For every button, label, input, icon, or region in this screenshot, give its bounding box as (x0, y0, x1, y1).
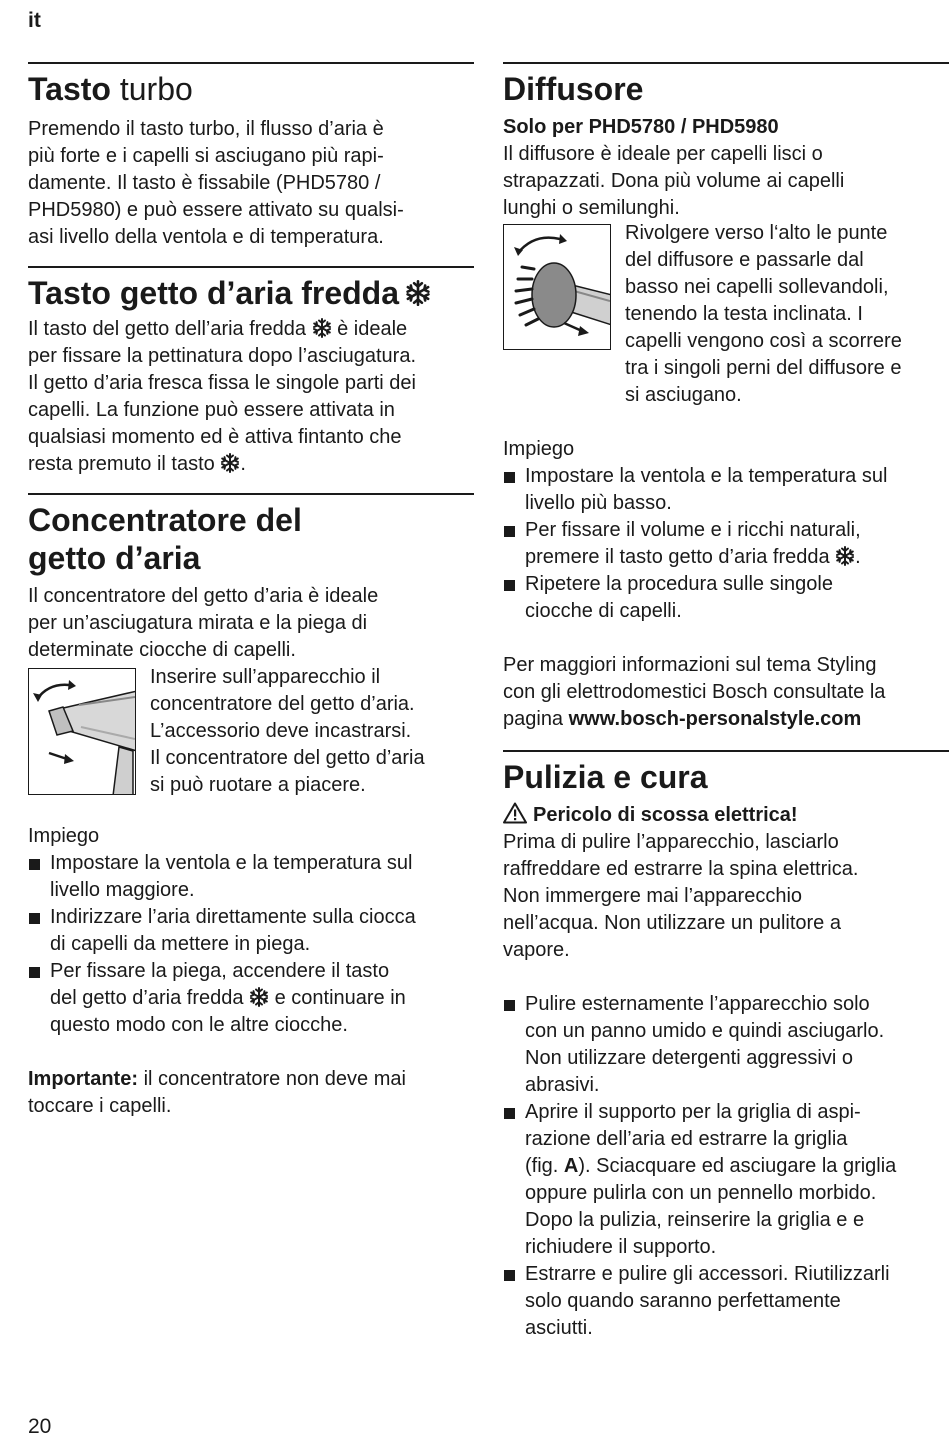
snowflake-icon (312, 318, 332, 338)
hairdryer-concentrator-illustration (29, 669, 136, 795)
concentrator-figure-text (150, 664, 425, 799)
section-divider (503, 750, 949, 752)
text-line: razione dell’aria ed estrarre la griglia (525, 1128, 848, 1150)
text-line: nell’acqua. Non utilizzare un pulitore a (503, 912, 841, 934)
website-link[interactable]: www.bosch-personalstyle.com (568, 708, 862, 730)
diffuser-figure-text (625, 220, 902, 409)
list-item (503, 463, 949, 517)
bullet-icon (504, 580, 515, 591)
list-item (503, 517, 949, 571)
language-code: it (28, 9, 41, 32)
bullet-icon (504, 526, 515, 537)
text-line: richiudere il supporto. (525, 1236, 717, 1258)
concentrator-figure (28, 668, 136, 795)
text-line: Aprire il supporto per la griglia di aspi- (525, 1101, 861, 1123)
turbo-heading (28, 70, 474, 108)
section-divider (28, 493, 474, 495)
text-line: Per fissare il volume e i ricchi naturali, (525, 519, 861, 541)
hairdryer-diffuser-illustration (504, 225, 611, 350)
text-line: toccare i capelli. (28, 1095, 172, 1117)
text-line: Non utilizzare detergenti aggressivi o (525, 1047, 853, 1069)
text-line: di capelli da mettere in piega. (50, 933, 311, 955)
usage-heading: Impiego (503, 438, 575, 460)
section-divider (28, 62, 474, 64)
concentrator-heading (28, 501, 474, 577)
text-span: del getto d’aria fredda (50, 987, 244, 1009)
turbo-heading-light: turbo (119, 71, 193, 107)
text-line: Il concentratore del getto d’aria (150, 747, 425, 769)
text-line: tra i singoli perni del diffusore e (625, 357, 902, 379)
text-line: tenendo la testa inclinata. I (625, 303, 863, 325)
bullet-icon (504, 472, 515, 483)
cold-shot-text (28, 316, 474, 478)
more-info (503, 652, 949, 733)
section-divider (28, 266, 474, 268)
text-span: è ideale (337, 318, 408, 340)
left-column (28, 62, 474, 1120)
bullet-icon (504, 1000, 515, 1011)
text-span: Il tasto del getto dell’aria fredda (28, 318, 306, 340)
cold-shot-heading-text: Tasto getto d’aria fredda (28, 275, 400, 311)
text-line: strapazzati. Dona più volume ai capelli (503, 170, 845, 192)
list-item (503, 1261, 949, 1342)
text-line: Premendo il tasto turbo, il flusso d’aria è (28, 118, 384, 140)
list-item (503, 571, 949, 625)
text-line: L’accessorio deve incastrarsi. (150, 720, 412, 742)
diffuser-figure-block (503, 222, 949, 412)
turbo-heading-bold: Tasto (28, 71, 111, 107)
snowflake-icon (249, 987, 269, 1007)
bullet-icon (504, 1270, 515, 1281)
text-line: Impostare la ventola e la temperatura sul (50, 852, 413, 874)
text-span: e continuare in (274, 987, 406, 1009)
text-line: oppure pulirla con un pennello morbido. (525, 1182, 877, 1204)
warning-title (503, 802, 949, 829)
text-line: raffreddare ed estrarre la spina elettrica. (503, 858, 859, 880)
diffuser-subtitle: Solo per PHD5780 / PHD5980 (503, 116, 779, 138)
text-line: concentratore del getto d’aria. (150, 693, 415, 715)
text-line: Il getto d’aria fresca fissa le singole parti dei (28, 372, 416, 394)
figure-reference: A (563, 1155, 579, 1177)
text-line: Il diffusore è ideale per capelli lisci o (503, 143, 823, 165)
text-line (50, 985, 474, 1012)
text-line (28, 1066, 474, 1093)
text-span: . (855, 546, 861, 568)
text-line: abrasivi. (525, 1074, 600, 1096)
text-line: livello maggiore. (50, 879, 195, 901)
snowflake-icon (405, 280, 431, 306)
cold-shot-heading (28, 274, 474, 312)
text-line: capelli vengono così a scorrere (625, 330, 902, 352)
diffuser-usage-list (503, 463, 949, 625)
text-line: del diffusore e passarle dal (625, 249, 864, 271)
text-line: Prima di pulire l’apparecchio, lasciarlo (503, 831, 839, 853)
concentrator-heading-line: Concentratore del (28, 502, 302, 538)
usage-heading: Impiego (28, 825, 100, 847)
text-line: si asciugano. (625, 384, 742, 406)
text-line: capelli. La funzione può essere attivata in (28, 399, 395, 421)
text-line: Per fissare la piega, accendere il tasto (50, 960, 390, 982)
list-item (28, 850, 474, 904)
text-line: PHD5980) e può essere attivato su qualsi- (28, 199, 404, 221)
text-line (28, 316, 474, 343)
text-line: Dopo la pulizia, reinserire la griglia e e (525, 1209, 865, 1231)
text-span: resta premuto il tasto (28, 453, 215, 475)
text-line: vapore. (503, 939, 570, 961)
text-line: Ripetere la procedura sulle singole (525, 573, 833, 595)
text-span: ). Sciacquare ed asciugare la griglia (578, 1155, 897, 1177)
text-line: qualsiasi momento ed è attiva fintanto che (28, 426, 402, 448)
text-span: (fig. (525, 1155, 559, 1177)
text-line: per fissare la pettinatura dopo l’asciugatura. (28, 345, 417, 367)
concentrator-intro (28, 583, 474, 664)
right-column (503, 62, 949, 1342)
page-number: 20 (28, 1415, 52, 1438)
text-line: asciutti. (525, 1317, 593, 1339)
list-item (503, 991, 949, 1099)
text-line: con gli elettrodomestici Bosch consultate la (503, 681, 886, 703)
text-line: più forte e i capelli si asciugano più rapi- (28, 145, 384, 167)
cleaning-heading: Pulizia e cura (503, 759, 708, 795)
text-span: premere il tasto getto d’aria fredda (525, 546, 830, 568)
turbo-text (28, 116, 474, 251)
text-line: determinate ciocche di capelli. (28, 639, 296, 661)
text-line: asi livello della ventola e di temperatura. (28, 226, 384, 248)
bullet-icon (29, 859, 40, 870)
text-line: livello più basso. (525, 492, 672, 514)
text-line: Non immergere mai l’apparecchio (503, 885, 803, 907)
text-span: il concentratore non deve mai (143, 1068, 406, 1090)
text-span: pagina (503, 708, 564, 730)
text-line: damente. Il tasto è fissabile (PHD5780 / (28, 172, 381, 194)
text-line: Impostare la ventola e la temperatura sul (525, 465, 888, 487)
text-line: si può ruotare a piacere. (150, 774, 366, 796)
important-note (28, 1066, 474, 1120)
section-divider (503, 62, 949, 64)
bullet-icon (29, 913, 40, 924)
list-item (503, 1099, 949, 1261)
diffuser-heading: Diffusore (503, 71, 644, 107)
text-line: questo modo con le altre ciocche. (50, 1014, 348, 1036)
list-item (28, 904, 474, 958)
text-span: . (240, 453, 246, 475)
text-line (525, 544, 949, 571)
snowflake-icon (220, 453, 240, 473)
text-line: Per maggiori informazioni sul tema Styling (503, 654, 877, 676)
text-line: Inserire sull’apparecchio il (150, 666, 381, 688)
concentrator-figure-block (28, 664, 474, 799)
cleaning-warning (503, 802, 949, 964)
bullet-icon (504, 1108, 515, 1119)
text-line (28, 451, 474, 478)
text-line: ciocche di capelli. (525, 600, 682, 622)
text-line: con un panno umido e quindi asciugarlo. (525, 1020, 885, 1042)
text-line: basso nei capelli sollevandoli, (625, 276, 889, 298)
warning-label: Pericolo di scossa elettrica! (533, 804, 798, 826)
text-line: Estrarre e pulire gli accessori. Riutilizzarli (525, 1263, 890, 1285)
text-line (503, 706, 949, 733)
diffuser-intro (503, 114, 949, 222)
text-line: Pulire esternamente l’apparecchio solo (525, 993, 870, 1015)
important-label: Importante: (28, 1068, 138, 1090)
snowflake-icon (835, 546, 855, 566)
text-line: Rivolgere verso l‘alto le punte (625, 222, 888, 244)
list-item (28, 958, 474, 1039)
concentrator-heading-line: getto d’aria (28, 540, 201, 576)
text-line: Indirizzare l’aria direttamente sulla ciocca (50, 906, 416, 928)
bullet-icon (29, 967, 40, 978)
text-line: lunghi o semilunghi. (503, 197, 680, 219)
text-line: solo quando saranno perfettamente (525, 1290, 841, 1312)
text-line: Il concentratore del getto d’aria è ideale (28, 585, 379, 607)
text-line: per un’asciugatura mirata e la piega di (28, 612, 368, 634)
warning-triangle-icon (503, 802, 527, 824)
text-line (525, 1153, 949, 1180)
cleaning-list (503, 991, 949, 1342)
concentrator-usage-list (28, 850, 474, 1039)
diffuser-figure (503, 224, 611, 350)
